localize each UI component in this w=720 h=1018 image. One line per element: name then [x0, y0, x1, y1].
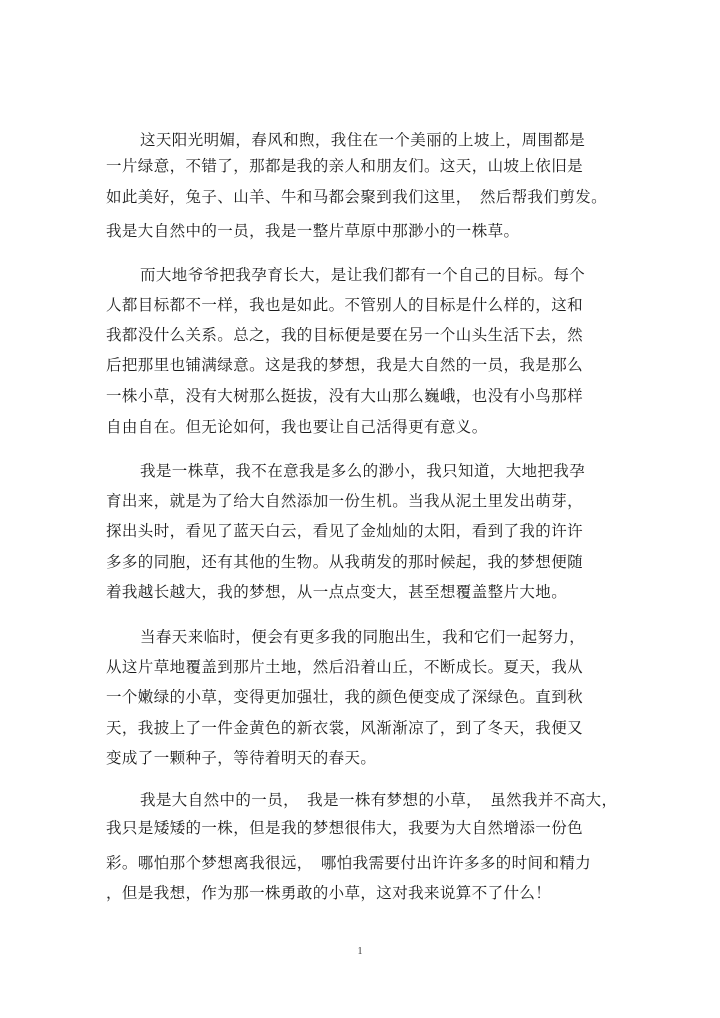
text-line: 变成了一颗种子，等待着明天的春天。 [106, 749, 377, 767]
text-line: 一个嫩绿的小草，变得更加强壮，我的颜色便变成了深绿色。直到秋 [106, 688, 584, 706]
text-line: 我只是矮矮的一株，但是我的梦想很伟大，我要为大自然增添一份色 [106, 819, 584, 837]
text-line: 自由自在。但无论如何，我也要让自己活得更有意义。 [106, 418, 488, 436]
text-line: 一片绿意，不错了，那都是我的亲人和朋友们。这天，山坡上依旧是 [106, 157, 584, 175]
text-line: 我是大自然中的一员， 我是一株有梦想的小草， 虽然我并不高大， [140, 791, 618, 809]
text-line: 而大地爷爷把我孕育长大，是让我们都有一个自己的目标。每个 [140, 266, 586, 284]
text-line: 天，我披上了一件金黄色的新衣裳，风渐渐凉了，到了冬天，我便又 [106, 719, 584, 737]
text-line: 当春天来临时，便会有更多我的同胞出生，我和它们一起努力， [140, 628, 586, 646]
text-line: 探出头时，看见了蓝天白云，看见了金灿灿的太阳，看到了我的许许 [106, 522, 584, 540]
page-number: 1 [357, 946, 363, 957]
text-line: 我是大自然中的一员，我是一整片草原中那渺小的一株草。 [106, 222, 520, 240]
text-line: 着我越长越大，我的梦想，从一点点变大，甚至想覆盖整片大地。 [106, 583, 568, 601]
text-line: 多多的同胞，还有其他的生物。从我萌发的那时候起，我的梦想便随 [106, 553, 584, 571]
text-line: 一株小草，没有大树那么挺拔，没有大山那么巍峨，也没有小鸟那样 [106, 387, 584, 405]
text-line: ，但是我想，作为那一株勇敢的小草，这对我来说算不了什么！ [106, 884, 552, 902]
text-line: 彩。哪怕那个梦想离我很远， 哪怕我需要付出许许多多的时间和精力 [106, 854, 592, 872]
text-line: 后把那里也铺满绿意。这是我的梦想，我是大自然的一员，我是那么 [106, 356, 584, 374]
text-line: 人都目标都不一样，我也是如此。不管别人的目标是什么样的，这和 [106, 296, 584, 314]
text-line: 这天阳光明媚，春风和煦，我住在一个美丽的上坡上，周围都是 [140, 131, 586, 149]
text-line: 从这片草地覆盖到那片土地，然后沿着山丘，不断成长。夏天，我从 [106, 658, 584, 676]
text-line: 我都没什么关系。总之，我的目标便是要在另一个山头生活下去，然 [106, 326, 584, 344]
text-line: 育出来，就是为了给大自然添加一份生机。当我从泥土里发出萌芽， [106, 492, 584, 510]
text-line: 如此美好，兔子、山羊、牛和马都会聚到我们这里， 然后帮我们剪发。 [106, 188, 608, 206]
text-line: 我是一株草，我不在意我是多么的渺小，我只知道，大地把我孕 [140, 462, 586, 480]
